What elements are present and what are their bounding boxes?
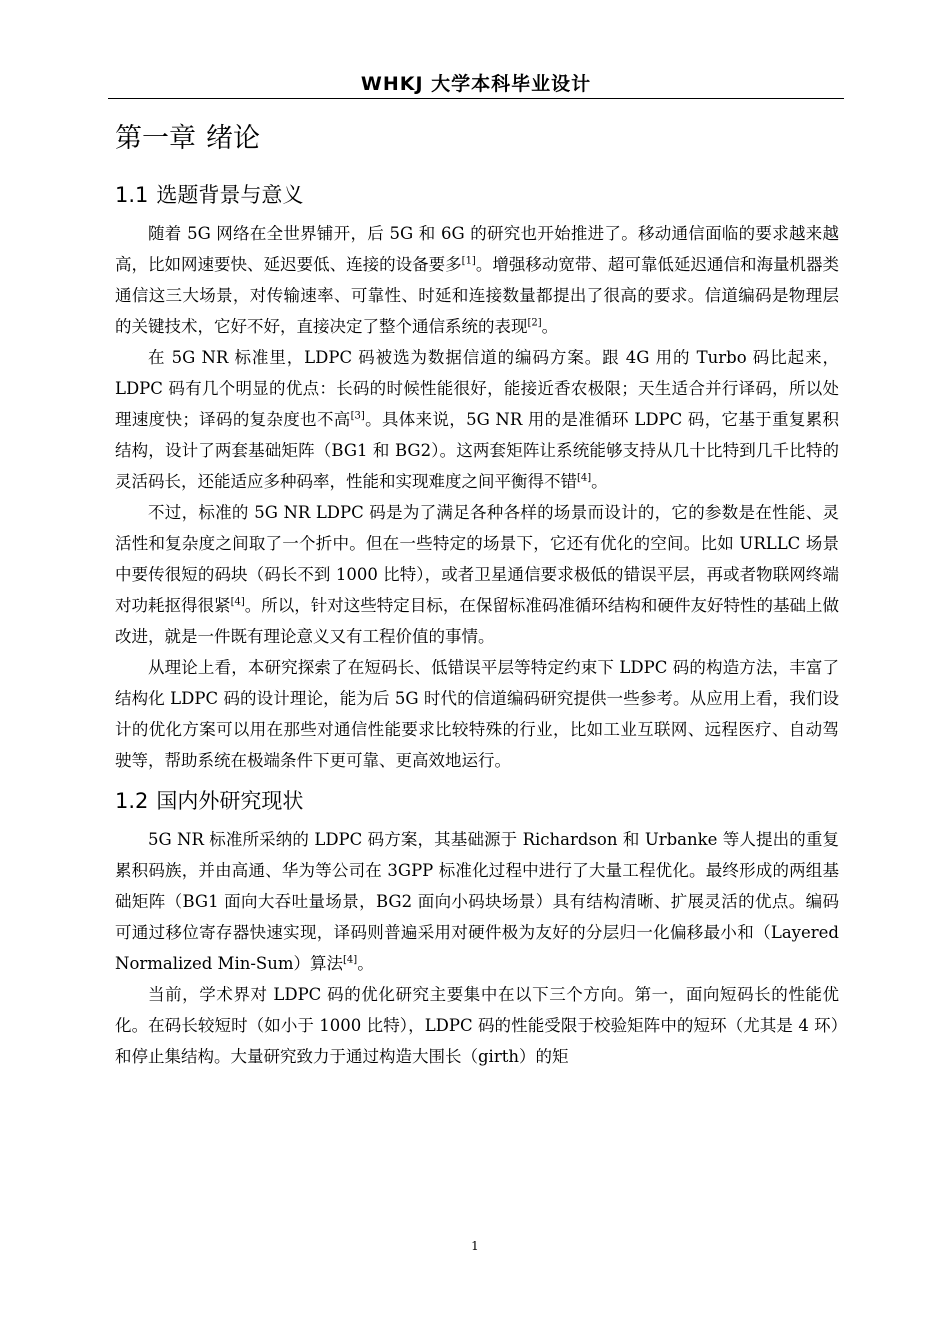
paragraph-text: 当前，学术界对 LDPC 码的优化研究主要集中在以下三个方向。第一，面向短码长的性能优化。在码长较短时（如小于 1000 比特），LDPC 码的性能受限于校验矩阵中的短环（尤其是 4 环）和停止集结构。大量研究致力于通过构造大围长（girth）的矩: [115, 985, 839, 1066]
body-paragraph: [115, 342, 839, 497]
paragraph-text: 从理论上看，本研究探索了在短码长、低错误平层等特定约束下 LDPC 码的构造方法，丰富了结构化 LDPC 码的设计理论，能为后 5G 时代的信道编码研究提供一些参考。从应用上看，我们设计的优化方案可以用在那些对通信性能要求比较特殊的行业，比如工业互联网、远程医疗、自动驾驶等，帮助系统在极端条件下更可靠、更高效地运行。: [115, 658, 839, 770]
citation-marker: [3]: [350, 410, 365, 422]
citation-marker: [4]: [343, 954, 358, 966]
citation-marker: [2]: [527, 317, 542, 329]
paragraph-text: 在 5G NR 标准里，LDPC 码被选为数据信道的编码方案。跟 4G 用的 Turbo 码比起来，LDPC 码有几个明显的优点：长码的时候性能很好，能接近香农极限；天生适合并行译码，所以处理速度快；译码的复杂度也不高: [115, 348, 839, 429]
body-paragraph: [115, 652, 839, 776]
paragraph-text: 随着 5G 网络在全世界铺开，后 5G 和 6G 的研究也开始推进了。移动通信面临的要求越来越高，比如网速要快、延迟要低、连接的设备要多: [115, 224, 839, 274]
chapter-title: [115, 116, 839, 162]
chapter-number: 第一章: [115, 123, 196, 154]
section-heading: [115, 782, 839, 820]
section-title-text: 选题背景与意义: [156, 183, 304, 207]
paragraph-text: 不过，标准的 5G NR LDPC 码是为了满足各种各样的场景而设计的，它的参数是在性能、灵活性和复杂度之间取了一个折中。但在一些特定的场景下，它还有优化的空间。比如 URLLC 场景中要传很短的码块（码长不到 1000 比特），或者卫星通信要求极低的错误平层，再或者物联网终端对功耗抠得很紧: [115, 503, 839, 615]
paragraph-text: 。: [591, 472, 608, 491]
section-number: 1.1: [115, 183, 149, 207]
chapter-name: 绪论: [206, 123, 260, 154]
paragraph-text: 。增强移动宽带、超可靠低延迟通信和海量机器类通信这三大场景，对传输速率、可靠性、时延和连接数量都提出了很高的要求。信道编码是物理层的关键技术，它好不好，直接决定了整个通信系统的表现: [115, 255, 840, 336]
paragraph-text: 5G NR 标准所采纳的 LDPC 码方案，其基础源于 Richardson 和 Urbanke 等人提出的重复累积码族，并由高通、华为等公司在 3GPP 标准化过程中进行了大量工程优化。最终形成的两组基础矩阵（BG1 面向大吞吐量场景，BG2 面向小码块场景）具有结构清晰、扩展灵活的优点。编码可通过移位寄存器快速实现，译码则普遍采用对硬件极为友好的分层归一化偏移最小和（Layered Normalized Min-Sum）算法: [115, 830, 839, 973]
citation-marker: [4]: [577, 472, 592, 484]
paragraph-text: 。: [357, 954, 374, 973]
running-header: WHKJ 大学本科毕业设计: [360, 73, 592, 95]
body-paragraph: [115, 497, 839, 652]
paragraph-text: 。所以，针对这些特定目标，在保留标准码准循环结构和硬件友好特性的基础上做改进，就是一件既有理论意义又有工程价值的事情。: [115, 596, 840, 646]
section-heading: [115, 176, 839, 214]
body-paragraph: [115, 824, 839, 979]
header-rule: [108, 98, 844, 99]
section-number: 1.2: [115, 789, 149, 813]
paragraph-text: 。: [541, 317, 559, 336]
page-content: [115, 116, 839, 1072]
body-paragraph: [115, 218, 839, 342]
page-number: 1: [471, 1239, 479, 1253]
sections-container: [115, 176, 839, 1072]
citation-marker: [4]: [230, 596, 245, 608]
section-title-text: 国内外研究现状: [156, 789, 304, 813]
citation-marker: [1]: [461, 255, 476, 267]
paragraph-text: 。具体来说，5G NR 用的是准循环 LDPC 码，它基于重复累积结构，设计了两套基础矩阵（BG1 和 BG2）。这两套矩阵让系统能够支持从几十比特到几千比特的灵活码长，还能适应多种码率，性能和实现难度之间平衡得不错: [115, 410, 840, 491]
body-paragraph: [115, 979, 839, 1072]
